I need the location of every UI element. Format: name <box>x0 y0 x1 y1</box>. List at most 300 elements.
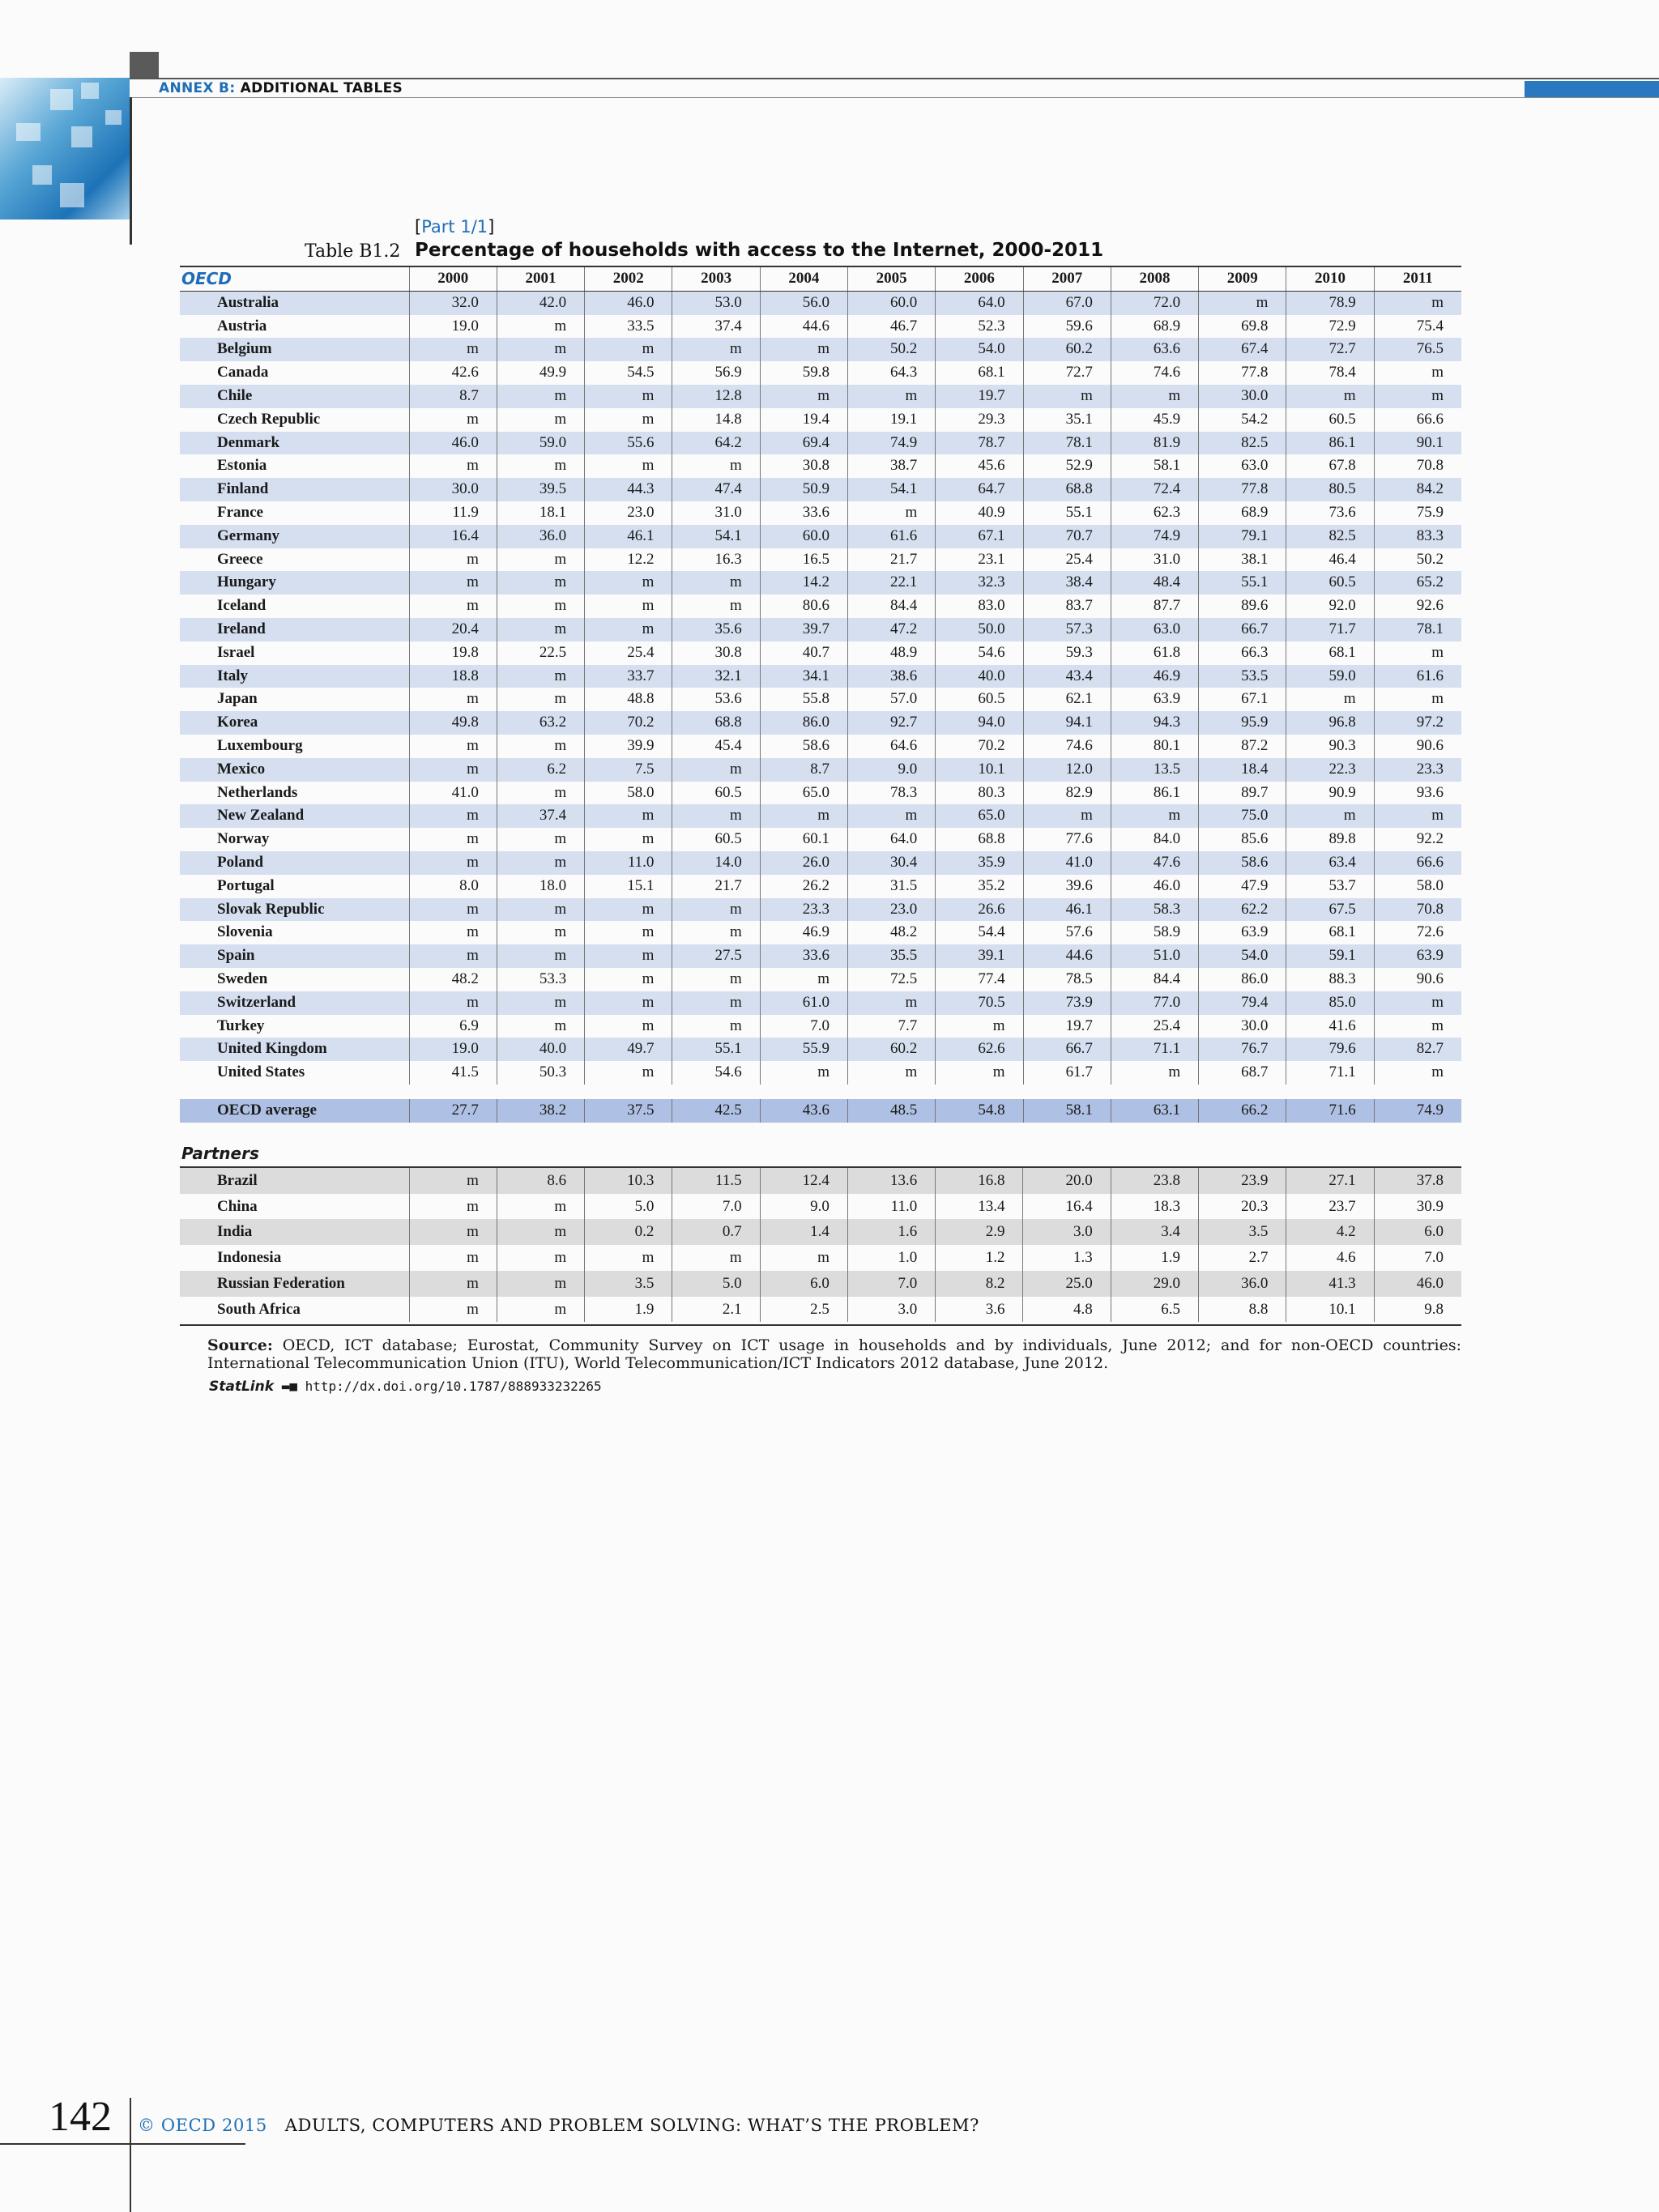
value-cell: 15.1 <box>585 875 672 898</box>
value-cell: m <box>497 1297 584 1323</box>
value-cell: 33.6 <box>760 501 847 525</box>
year-header: 2011 <box>1374 267 1461 291</box>
value-cell: 67.8 <box>1286 454 1374 478</box>
value-cell: 86.0 <box>760 711 847 735</box>
value-cell: 78.4 <box>1286 361 1374 385</box>
value-cell: 96.8 <box>1286 711 1374 735</box>
value-cell: 57.0 <box>848 688 936 711</box>
value-cell: 31.0 <box>672 501 760 525</box>
value-cell: m <box>672 991 760 1015</box>
value-cell: 35.5 <box>848 944 936 968</box>
value-cell: 74.6 <box>1111 361 1198 385</box>
country-name: Switzerland <box>180 991 409 1015</box>
country-name: Luxembourg <box>217 736 303 754</box>
value-cell: 59.3 <box>1023 641 1111 665</box>
value-cell: 25.4 <box>1023 548 1111 572</box>
value-cell: m <box>585 385 672 408</box>
value-cell: 66.3 <box>1199 641 1286 665</box>
value-cell: 9.8 <box>1374 1297 1461 1323</box>
value-cell: 48.8 <box>585 688 672 711</box>
value-cell: m <box>760 968 847 991</box>
table-row <box>180 991 1461 1015</box>
value-cell: 78.5 <box>1023 968 1111 991</box>
value-cell: 59.0 <box>1286 665 1374 688</box>
country-name: Israel <box>217 643 255 661</box>
table-row <box>180 432 1461 455</box>
value-cell: 33.6 <box>760 944 847 968</box>
value-cell: 1.9 <box>1111 1245 1198 1271</box>
value-cell: 54.0 <box>936 338 1023 361</box>
value-cell: 3.4 <box>1111 1219 1198 1245</box>
value-cell: 72.0 <box>1111 291 1198 314</box>
value-cell: 41.0 <box>409 782 497 805</box>
value-cell: m <box>497 735 584 758</box>
oecd-table <box>180 267 1461 1123</box>
value-cell: 58.6 <box>1199 851 1286 875</box>
value-cell: m <box>409 1271 497 1297</box>
value-cell: 46.1 <box>585 525 672 548</box>
value-cell: 18.4 <box>1199 758 1286 782</box>
table-row <box>180 641 1461 665</box>
value-cell: 42.6 <box>409 361 497 385</box>
value-cell: 26.0 <box>760 851 847 875</box>
footer-rule <box>0 2143 245 2145</box>
value-cell: m <box>1374 385 1461 408</box>
value-cell: 53.3 <box>497 968 584 991</box>
value-cell: m <box>585 921 672 944</box>
running-header: ANNEX B: ADDITIONAL TABLES <box>159 80 403 96</box>
value-cell: m <box>497 618 584 641</box>
value-cell: 48.2 <box>848 921 936 944</box>
year-header: 2006 <box>936 267 1023 291</box>
value-cell: 66.6 <box>1374 851 1461 875</box>
value-cell: 90.1 <box>1374 432 1461 455</box>
country-name: Spain <box>180 944 409 968</box>
value-cell: 55.1 <box>1199 571 1286 595</box>
value-cell: 85.6 <box>1199 828 1286 851</box>
value-cell: 72.5 <box>848 968 936 991</box>
value-cell: 66.2 <box>1199 1099 1286 1123</box>
value-cell: 55.9 <box>760 1038 847 1061</box>
value-cell: 30.8 <box>672 641 760 665</box>
value-cell: 33.7 <box>585 665 672 688</box>
value-cell: 8.8 <box>1199 1297 1286 1323</box>
value-cell: 13.6 <box>847 1168 935 1194</box>
value-cell: 67.5 <box>1286 898 1374 922</box>
value-cell: 31.0 <box>1111 548 1198 572</box>
value-cell: 86.1 <box>1286 432 1374 455</box>
value-cell: 54.1 <box>672 525 760 548</box>
value-cell: 23.3 <box>760 898 847 922</box>
value-cell: m <box>497 338 584 361</box>
value-cell: 71.7 <box>1286 618 1374 641</box>
value-cell: 6.5 <box>1111 1297 1198 1323</box>
table-row <box>180 571 1461 595</box>
value-cell: m <box>585 571 672 595</box>
value-cell: 84.4 <box>848 595 936 618</box>
statlink-icon: ▬■ <box>281 1379 297 1394</box>
table-row <box>180 338 1461 361</box>
value-cell: 53.7 <box>1286 875 1374 898</box>
value-cell: m <box>409 758 497 782</box>
value-cell: 2.5 <box>760 1297 847 1323</box>
value-cell: m <box>585 408 672 432</box>
value-cell: 68.7 <box>1199 1061 1286 1085</box>
value-cell: 4.8 <box>1023 1297 1111 1323</box>
value-cell: 48.9 <box>848 641 936 665</box>
value-cell: 70.8 <box>1374 454 1461 478</box>
value-cell: 7.7 <box>848 1015 936 1038</box>
value-cell: 57.6 <box>1023 921 1111 944</box>
value-cell: 60.0 <box>760 525 847 548</box>
value-cell: 22.1 <box>848 571 936 595</box>
value-cell: 25.4 <box>585 641 672 665</box>
annex-label: ANNEX B <box>159 80 230 96</box>
value-cell: 16.3 <box>672 548 760 572</box>
country-name: Slovenia <box>217 923 273 941</box>
value-cell: 48.2 <box>409 968 497 991</box>
value-cell: 23.0 <box>848 898 936 922</box>
value-cell: 12.0 <box>1023 758 1111 782</box>
value-cell: m <box>409 1219 497 1245</box>
value-cell: 16.4 <box>409 525 497 548</box>
value-cell: 84.0 <box>1111 828 1198 851</box>
value-cell: 22.3 <box>1286 758 1374 782</box>
value-cell: 54.1 <box>848 478 936 501</box>
statlink <box>209 1379 602 1395</box>
value-cell: m <box>497 454 584 478</box>
value-cell: 95.9 <box>1199 711 1286 735</box>
value-cell: 62.2 <box>1199 898 1286 922</box>
value-cell: 9.0 <box>760 1194 847 1220</box>
value-cell: 76.5 <box>1374 338 1461 361</box>
value-cell: 35.9 <box>936 851 1023 875</box>
value-cell: 77.0 <box>1111 991 1198 1015</box>
table-row <box>180 291 1461 314</box>
value-cell: 53.5 <box>1199 665 1286 688</box>
value-cell: 19.1 <box>848 408 936 432</box>
value-cell: 3.0 <box>847 1297 935 1323</box>
value-cell: 77.4 <box>936 968 1023 991</box>
value-cell: 54.6 <box>936 641 1023 665</box>
value-cell: 22.5 <box>497 641 584 665</box>
table-row <box>180 1038 1461 1061</box>
value-cell: 1.6 <box>847 1219 935 1245</box>
value-cell: 25.4 <box>1111 1015 1198 1038</box>
group-label-oecd: OECD <box>180 267 409 291</box>
year-header: 2010 <box>1286 267 1374 291</box>
value-cell: 58.9 <box>1111 921 1198 944</box>
country-name: Brazil <box>180 1168 409 1194</box>
value-cell: 30.0 <box>1199 385 1286 408</box>
value-cell: 66.6 <box>1374 408 1461 432</box>
value-cell: 42.0 <box>497 291 584 314</box>
value-cell: m <box>848 385 936 408</box>
value-cell: 54.2 <box>1199 408 1286 432</box>
value-cell: m <box>760 1061 847 1085</box>
value-cell: 70.7 <box>1023 525 1111 548</box>
value-cell: 60.1 <box>760 828 847 851</box>
value-cell: 26.6 <box>936 898 1023 922</box>
value-cell: 53.6 <box>672 688 760 711</box>
value-cell: 30.4 <box>848 851 936 875</box>
value-cell: m <box>409 1245 497 1271</box>
value-cell: 62.6 <box>936 1038 1023 1061</box>
value-cell: m <box>1374 361 1461 385</box>
table-row <box>180 408 1461 432</box>
value-cell: 86.0 <box>1199 968 1286 991</box>
value-cell: 83.3 <box>1374 525 1461 548</box>
value-cell: m <box>936 1015 1023 1038</box>
value-cell: 80.1 <box>1111 735 1198 758</box>
value-cell: 41.3 <box>1286 1271 1374 1297</box>
value-cell: 11.0 <box>585 851 672 875</box>
page-number: 142 <box>49 2094 112 2140</box>
value-cell: 70.2 <box>585 711 672 735</box>
value-cell: 92.7 <box>848 711 936 735</box>
country-name: New Zealand <box>180 804 409 828</box>
country-name: China <box>217 1197 258 1215</box>
table-row <box>180 1015 1461 1038</box>
value-cell: m <box>1286 688 1374 711</box>
value-cell: 50.0 <box>936 618 1023 641</box>
value-cell: 74.9 <box>848 432 936 455</box>
value-cell: m <box>585 804 672 828</box>
value-cell: 30.8 <box>760 454 847 478</box>
value-cell: 43.6 <box>760 1099 847 1123</box>
value-cell: 60.0 <box>848 291 936 314</box>
value-cell: 64.3 <box>848 361 936 385</box>
value-cell: 23.9 <box>1199 1168 1286 1194</box>
value-cell: 41.6 <box>1286 1015 1374 1038</box>
value-cell: 45.6 <box>936 454 1023 478</box>
country-name: Mexico <box>180 758 409 782</box>
value-cell: 44.6 <box>760 315 847 339</box>
annex-thumbnail-image <box>0 78 130 219</box>
value-cell: 69.8 <box>1199 315 1286 339</box>
value-cell: m <box>760 338 847 361</box>
value-cell: 0.7 <box>672 1219 760 1245</box>
footer-text <box>138 2116 979 2135</box>
country-name: Norway <box>217 830 270 848</box>
value-cell: 71.1 <box>1286 1061 1374 1085</box>
value-cell: 12.2 <box>585 548 672 572</box>
value-cell: 10.1 <box>1286 1297 1374 1323</box>
value-cell: 46.0 <box>1111 875 1198 898</box>
value-cell: m <box>1111 804 1198 828</box>
value-cell: 8.7 <box>409 385 497 408</box>
country-name: Portugal <box>217 876 275 894</box>
value-cell: 45.4 <box>672 735 760 758</box>
value-cell: 45.9 <box>1111 408 1198 432</box>
value-cell: 41.5 <box>409 1061 497 1085</box>
value-cell: 8.7 <box>760 758 847 782</box>
value-cell: 10.1 <box>936 758 1023 782</box>
value-cell: 72.4 <box>1111 478 1198 501</box>
value-cell: 73.9 <box>1023 991 1111 1015</box>
year-header: 2001 <box>497 267 584 291</box>
value-cell: 30.0 <box>409 478 497 501</box>
value-cell: 6.0 <box>1374 1219 1461 1245</box>
value-cell: 38.2 <box>497 1099 584 1123</box>
value-cell: 47.6 <box>1111 851 1198 875</box>
value-cell: m <box>672 571 760 595</box>
value-cell: m <box>409 851 497 875</box>
value-cell: 31.5 <box>848 875 936 898</box>
value-cell: 40.0 <box>936 665 1023 688</box>
value-cell: m <box>497 548 584 572</box>
value-cell: 8.2 <box>936 1271 1023 1297</box>
value-cell: m <box>585 595 672 618</box>
value-cell: 11.0 <box>847 1194 935 1220</box>
table-row <box>180 1245 1461 1271</box>
value-cell: 7.0 <box>1374 1245 1461 1271</box>
value-cell: m <box>1374 291 1461 314</box>
value-cell: m <box>409 804 497 828</box>
value-cell: 12.8 <box>672 385 760 408</box>
value-cell: m <box>497 1219 584 1245</box>
value-cell: 68.1 <box>936 361 1023 385</box>
value-cell: 75.0 <box>1199 804 1286 828</box>
value-cell: m <box>672 758 760 782</box>
value-cell: 41.0 <box>1023 851 1111 875</box>
value-cell: m <box>760 385 847 408</box>
country-name: Turkey <box>217 1016 265 1034</box>
value-cell: 47.4 <box>672 478 760 501</box>
footer-vertical-rule <box>130 2098 131 2212</box>
value-cell: 54.6 <box>672 1061 760 1085</box>
value-cell: 37.4 <box>672 315 760 339</box>
value-cell: m <box>760 1245 847 1271</box>
value-cell: m <box>497 1194 584 1220</box>
value-cell: m <box>409 1194 497 1220</box>
country-name: Belgium <box>180 338 409 361</box>
value-cell: 70.5 <box>936 991 1023 1015</box>
annex-title: ADDITIONAL TABLES <box>240 80 403 96</box>
value-cell: m <box>1374 1061 1461 1085</box>
value-cell: m <box>1023 804 1111 828</box>
value-cell: 97.2 <box>1374 711 1461 735</box>
value-cell: 61.8 <box>1111 641 1198 665</box>
value-cell: 82.5 <box>1286 525 1374 548</box>
value-cell: 39.7 <box>760 618 847 641</box>
value-cell: m <box>497 571 584 595</box>
country-name: OECD average <box>180 1099 409 1123</box>
value-cell: 85.0 <box>1286 991 1374 1015</box>
value-cell: 36.0 <box>497 525 584 548</box>
value-cell: 66.7 <box>1199 618 1286 641</box>
value-cell: 78.7 <box>936 432 1023 455</box>
value-cell: 19.0 <box>409 1038 497 1061</box>
value-cell: 7.0 <box>847 1271 935 1297</box>
table-row <box>180 875 1461 898</box>
value-cell: 70.2 <box>936 735 1023 758</box>
value-cell: 80.6 <box>760 595 847 618</box>
value-cell: m <box>1374 1015 1461 1038</box>
value-cell: 6.2 <box>497 758 584 782</box>
value-cell: 68.1 <box>1286 641 1374 665</box>
value-cell: 39.5 <box>497 478 584 501</box>
country-name: France <box>217 503 263 521</box>
country-name: Japan <box>217 690 258 708</box>
value-cell: 16.5 <box>760 548 847 572</box>
value-cell: 40.7 <box>760 641 847 665</box>
value-cell: 16.8 <box>936 1168 1023 1194</box>
value-cell: 65.2 <box>1374 571 1461 595</box>
value-cell: 19.8 <box>409 641 497 665</box>
value-cell: 37.5 <box>585 1099 672 1123</box>
value-cell: 77.8 <box>1199 478 1286 501</box>
value-cell: 52.3 <box>936 315 1023 339</box>
table-row <box>180 665 1461 688</box>
value-cell: 60.5 <box>936 688 1023 711</box>
value-cell: m <box>409 921 497 944</box>
value-cell: m <box>497 315 584 339</box>
value-cell: 35.6 <box>672 618 760 641</box>
country-name: Sweden <box>217 970 268 987</box>
value-cell: 65.0 <box>936 804 1023 828</box>
value-cell: 23.7 <box>1286 1194 1374 1220</box>
value-cell: 63.0 <box>1199 454 1286 478</box>
value-cell: 18.3 <box>1111 1194 1198 1220</box>
value-cell: 83.0 <box>936 595 1023 618</box>
value-cell: m <box>672 1015 760 1038</box>
table-row <box>180 921 1461 944</box>
value-cell: 23.8 <box>1111 1168 1198 1194</box>
value-cell: 54.5 <box>585 361 672 385</box>
value-cell: 79.6 <box>1286 1038 1374 1061</box>
value-cell: 5.0 <box>585 1194 672 1220</box>
table-row <box>180 1194 1461 1220</box>
value-cell: 72.6 <box>1374 921 1461 944</box>
value-cell: 1.4 <box>760 1219 847 1245</box>
value-cell: 50.3 <box>497 1061 584 1085</box>
value-cell: 63.0 <box>1111 618 1198 641</box>
statlink-url[interactable]: http://dx.doi.org/10.1787/888933232265 <box>305 1379 602 1394</box>
value-cell: 87.2 <box>1199 735 1286 758</box>
value-cell: m <box>409 735 497 758</box>
value-cell: 82.5 <box>1199 432 1286 455</box>
value-cell: 8.6 <box>497 1168 584 1194</box>
table-row <box>180 501 1461 525</box>
value-cell: m <box>1111 385 1198 408</box>
value-cell: m <box>585 968 672 991</box>
country-name: Chile <box>180 385 409 408</box>
value-cell: 47.9 <box>1199 875 1286 898</box>
value-cell: 46.0 <box>585 291 672 314</box>
value-cell: 63.9 <box>1199 921 1286 944</box>
value-cell: 3.0 <box>1023 1219 1111 1245</box>
table-row <box>180 361 1461 385</box>
value-cell: 20.0 <box>1023 1168 1111 1194</box>
value-cell: 39.1 <box>936 944 1023 968</box>
partners-label: Partners <box>181 1144 259 1163</box>
value-cell: 68.8 <box>672 711 760 735</box>
value-cell: 74.9 <box>1374 1099 1461 1123</box>
table-row <box>180 804 1461 828</box>
value-cell: 14.0 <box>672 851 760 875</box>
value-cell: m <box>672 898 760 922</box>
value-cell: m <box>1374 991 1461 1015</box>
country-name: Canada <box>217 364 269 381</box>
value-cell: 89.6 <box>1199 595 1286 618</box>
value-cell: 63.6 <box>1111 338 1198 361</box>
value-cell: m <box>497 385 584 408</box>
value-cell: 5.0 <box>672 1271 760 1297</box>
value-cell: m <box>585 1015 672 1038</box>
value-cell: 35.2 <box>936 875 1023 898</box>
value-cell: 50.9 <box>760 478 847 501</box>
